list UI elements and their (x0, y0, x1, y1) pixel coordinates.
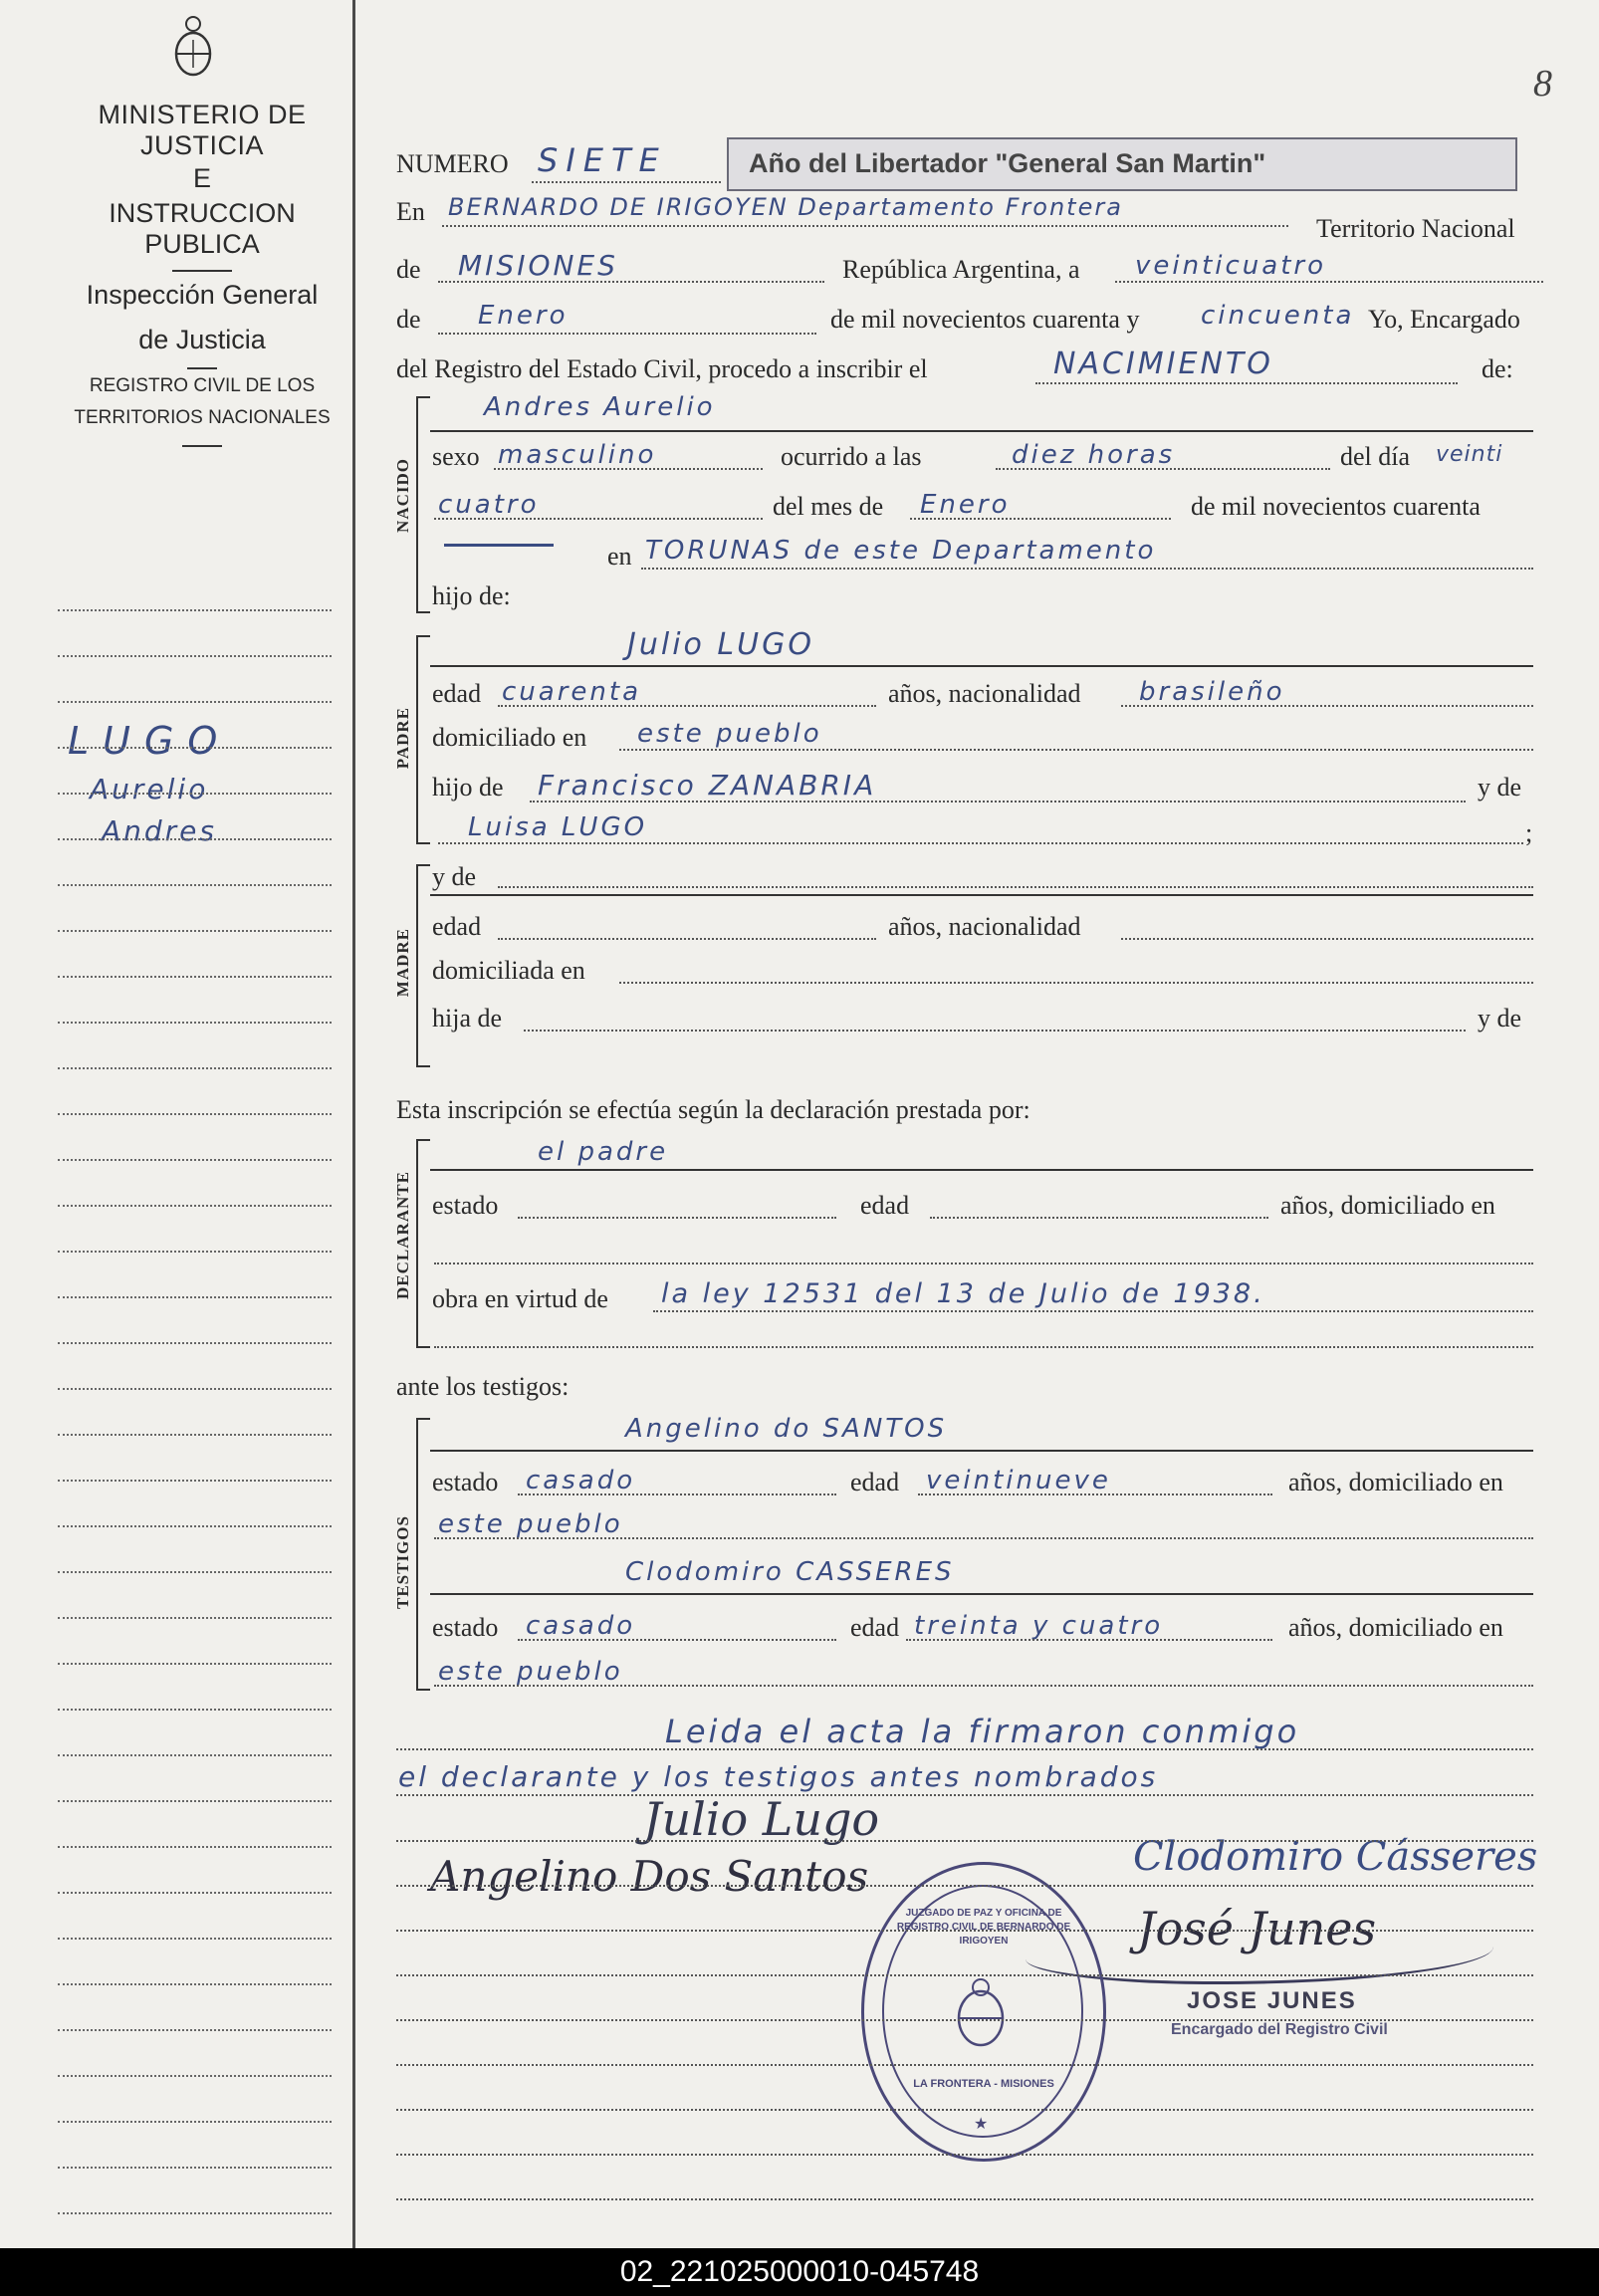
closing-line-2: el declarante y los testigos antes nombrados (398, 1760, 1159, 1793)
padre-domicilio-dots (619, 749, 1533, 751)
padre-label: PADRE (393, 707, 412, 770)
padre-nacionalidad-dots (1121, 705, 1533, 707)
padre-domicilio-value: este pueblo (637, 719, 822, 749)
margin-ruled-line (58, 1571, 332, 1573)
margin-ruled-line (58, 884, 332, 886)
closing-dots-2 (396, 1794, 1533, 1796)
padre-y-de-label: y de (1478, 773, 1522, 802)
testigo1-domicilio-dots (434, 1537, 1533, 1539)
nacido-mes-value: Enero (920, 490, 1011, 520)
ministry-conjunction: E (192, 163, 211, 193)
header-divider-3 (182, 445, 222, 447)
nacido-mes-dots (910, 518, 1171, 520)
testigo2-edad-dots (906, 1639, 1272, 1641)
de-label: de (396, 255, 421, 284)
anio-text: de mil novecientos cuarenta y (830, 305, 1140, 334)
obra-dots (653, 1310, 1533, 1312)
ruled-line (396, 2154, 1533, 2156)
registry-name: REGISTRO CIVIL DE LOS (89, 375, 316, 396)
en-dots (442, 225, 1288, 227)
margin-note-surname: LUGO (68, 719, 232, 763)
ruled-line (396, 1840, 1533, 1842)
padre-anios-label: años, nacionalidad (888, 679, 1081, 708)
margin-ruled-line (58, 1525, 332, 1527)
margin-ruled-line (58, 1846, 332, 1848)
declarante-end-dots (434, 1346, 1533, 1348)
padre-domicilio-label: domiciliado en (432, 723, 587, 752)
abuelo-dots (530, 801, 1466, 803)
territorio-label: Territorio Nacional (1316, 214, 1515, 243)
en-label: En (396, 197, 425, 226)
nacido-blank-dash (444, 544, 554, 547)
testigo2-edad-label: edad (850, 1613, 900, 1642)
testigo1-domicilio: este pueblo (438, 1509, 623, 1539)
testigo2-estado-dots (518, 1639, 836, 1641)
hijo-label: hijo de: (432, 581, 511, 610)
closing-line-1: Leida el acta la firmaron conmigo (665, 1713, 1300, 1750)
sexo-label: sexo (432, 442, 480, 471)
testigo1-estado-label: estado (432, 1468, 499, 1496)
testigo2-domicilio-dots (434, 1685, 1533, 1687)
margin-ruled-line (58, 1663, 332, 1665)
madre-hija-dots (524, 1030, 1466, 1032)
de3-label: de: (1482, 354, 1513, 383)
ruled-line (396, 1974, 1533, 1976)
testigo1-edad-dots (918, 1493, 1272, 1495)
ocurrido-label: ocurrido a las (781, 442, 922, 471)
dia-b-dots (434, 518, 763, 520)
dia-value: veinticuatro (1135, 251, 1326, 281)
declarante-name: el padre (538, 1137, 669, 1167)
margin-ruled-line (58, 1709, 332, 1711)
anio-value: cincuenta (1201, 301, 1355, 331)
declarante-edad-label: edad (860, 1191, 910, 1220)
margin-ruled-line (58, 2075, 332, 2077)
margin-ruled-line (58, 2167, 332, 2169)
testigo1-estado-value: casado (526, 1466, 636, 1495)
official-name-stamp: JOSE JUNES (1187, 1987, 1357, 2014)
dia-dots (1115, 281, 1543, 283)
nacido-label: NACIDO (393, 458, 412, 533)
testigo2-edad-value: treinta y cuatro (914, 1611, 1164, 1641)
tipo-value: NACIMIENTO (1053, 346, 1273, 381)
header-divider-2 (187, 367, 217, 369)
declarante-edad-dots (930, 1217, 1268, 1219)
registro-text: del Registro del Estado Civil, procedo a inscribir el (396, 354, 928, 383)
sexo-dots (494, 468, 763, 470)
obra-label: obra en virtud de (432, 1284, 608, 1313)
margin-ruled-line (58, 1480, 332, 1482)
testigo1-rule (430, 1450, 1533, 1452)
margin-ruled-line (58, 793, 332, 795)
lugar-dots (641, 568, 1533, 570)
de-value: MISIONES (458, 249, 618, 282)
declarante-bracket (416, 1139, 430, 1348)
margin-ruled-line (58, 609, 332, 611)
testigos-intro: ante los testigos: (396, 1372, 570, 1401)
year-stamp-text: Año del Libertador "General San Martin" (749, 148, 1266, 178)
de2-label: de (396, 305, 421, 334)
testigo1-name: Angelino do SANTOS (625, 1414, 948, 1444)
margin-ruled-line (58, 976, 332, 978)
mes-value: Enero (478, 301, 569, 331)
margin-ruled-line (58, 655, 332, 657)
coat-of-arms-icon (171, 14, 215, 78)
seal-bottom-text: LA FRONTERA - MISIONES (913, 2078, 1054, 2090)
padre-nacionalidad-value: brasileño (1139, 677, 1285, 707)
margin-ruled-line (58, 1113, 332, 1115)
ruled-line (396, 2064, 1533, 2066)
declarante-rule (430, 1169, 1533, 1171)
margin-ruled-line (58, 838, 332, 840)
ministry-name: MINISTERIO DE JUSTICIA (98, 100, 307, 160)
seal-emblem-icon (949, 1976, 1013, 2050)
numero-value: SIETE (538, 141, 667, 179)
testigo2-estado-value: casado (526, 1611, 636, 1641)
margin-note-second-name: Aurelio (90, 773, 209, 805)
margin-ruled-line (58, 930, 332, 932)
yo-text: Yo, Encargado (1368, 305, 1520, 334)
testigo1-anios-label: años, domiciliado en (1288, 1468, 1503, 1496)
image-id: 02_221025000010-045748 (619, 2255, 980, 2288)
margin-ruled-line (58, 1022, 332, 1024)
margin-ruled-line (58, 1388, 332, 1390)
testigo2-name: Clodomiro CASSERES (625, 1557, 955, 1587)
ruled-line (396, 2109, 1533, 2111)
numero-dots (532, 181, 721, 183)
margin-ruled-line (58, 1892, 332, 1894)
margin-ruled-line (58, 701, 332, 703)
testigo2-rule (430, 1593, 1533, 1595)
year-stamp (727, 137, 1517, 191)
ruled-line (396, 2019, 1533, 2021)
padre-edad-label: edad (432, 679, 482, 708)
testigo1-edad-value: veintinueve (926, 1466, 1111, 1495)
en-value: BERNARDO DE IRIGOYEN Departamento Frontera (448, 193, 1123, 221)
madre-label: MADRE (393, 928, 412, 998)
abuela-semicolon: ; (1525, 818, 1533, 847)
margin-ruled-line (58, 1434, 332, 1436)
del-dia-label: del día (1340, 442, 1411, 471)
madre-domicilio-dots (619, 982, 1533, 984)
margin-ruled-line (58, 2212, 332, 2214)
mes-dots (438, 333, 816, 335)
madre-rule (430, 894, 1533, 896)
madre-y-de-end: y de (1478, 1004, 1522, 1033)
seal-top-text: JUZGADO DE PAZ Y OFICINA DE REGISTRO CIVIL DE BERNARDO DE IRIGOYEN (896, 1908, 1071, 1947)
corner-number: 8 (1533, 63, 1552, 105)
margin-ruled-line (58, 1342, 332, 1344)
declarante-domicilio-dots (434, 1263, 1533, 1264)
margin-note-first-name: Andres (102, 814, 217, 847)
margin-ruled-line (58, 1983, 332, 1985)
madre-y-de-label: y de (432, 862, 477, 891)
margin-ruled-line (58, 2121, 332, 2123)
padre-rule (430, 665, 1533, 667)
testigo2-anios-label: años, domiciliado en (1288, 1613, 1503, 1642)
margin-ruled-line (58, 1617, 332, 1619)
padre-hijo-label: hijo de (432, 773, 504, 802)
de-dots (438, 281, 824, 283)
margin-ruled-line (58, 1754, 332, 1756)
abuelo-value: Francisco ZANABRIA (538, 769, 877, 802)
margin-ruled-line (58, 1067, 332, 1069)
lugar-value: TORUNAS de este Departamento (645, 536, 1157, 566)
closing-dots-1 (396, 1748, 1533, 1750)
hora-dots (996, 468, 1330, 470)
signature-testigo2: Clodomiro Cásseres (1133, 1834, 1538, 1880)
declarante-intro: Esta inscripción se efectúa según la declaración prestada por: (396, 1095, 1030, 1124)
ruled-line (396, 2198, 1533, 2200)
hora-value: diez horas (1012, 440, 1176, 470)
madre-domicilio-label: domiciliada en (432, 956, 585, 985)
margin-ruled-line (58, 1159, 332, 1161)
inspection-title: Inspección General (86, 280, 319, 310)
dia-value-b: cuatro (438, 490, 540, 520)
registry-seal (861, 1862, 1106, 2162)
declarante-anios-label: años, domiciliado en (1280, 1191, 1495, 1220)
margin-ruled-line (58, 1296, 332, 1298)
signature-padre: Julio Lugo (643, 1792, 880, 1846)
madre-edad-label: edad (432, 912, 482, 941)
margin-ruled-line (58, 1205, 332, 1207)
nacido-anio-label: de mil novecientos cuarenta (1191, 492, 1481, 521)
nacido-name: Andres Aurelio (484, 392, 716, 422)
image-id-bar (0, 2248, 1599, 2296)
dia-value-a: veinti (1436, 442, 1503, 467)
obra-value: la ley 12531 del 13 de Julio de 1938. (661, 1278, 1265, 1309)
nacido-en-label: en (607, 542, 632, 571)
madre-anios-label: años, nacionalidad (888, 912, 1081, 941)
testigos-bracket (416, 1418, 430, 1691)
nacido-bracket (416, 396, 430, 613)
numero-label: NUMERO (396, 149, 509, 178)
abuela-value: Luisa LUGO (468, 812, 648, 842)
testigo1-estado-dots (518, 1493, 836, 1495)
testigos-label: TESTIGOS (393, 1515, 412, 1609)
ministry-subtitle: INSTRUCCION PUBLICA (109, 198, 296, 259)
madre-bracket (416, 864, 430, 1067)
declarante-estado-dots (518, 1217, 836, 1219)
inspection-subtitle: de Justicia (138, 325, 266, 354)
declarante-estado-label: estado (432, 1191, 499, 1220)
abuela-dots (438, 842, 1523, 844)
margin-ruled-line (58, 1800, 332, 1802)
sexo-value: masculino (498, 440, 657, 470)
margin-ruled-line (58, 747, 332, 749)
official-title-stamp: Encargado del Registro Civil (1171, 2021, 1388, 2038)
margin-ruled-line (58, 1251, 332, 1253)
declarante-label: DECLARANTE (393, 1171, 412, 1300)
ministry-header (58, 100, 346, 447)
testigo1-edad-label: edad (850, 1468, 900, 1496)
signature-testigo1: Angelino Dos Santos (430, 1852, 869, 1901)
madre-edad-dots (498, 938, 876, 940)
padre-bracket (416, 635, 430, 844)
registry-subtitle: TERRITORIOS NACIONALES (74, 407, 331, 428)
mes-label: del mes de (773, 492, 884, 521)
republica-label: República Argentina, a (842, 255, 1080, 284)
madre-nacionalidad-dots (1121, 938, 1533, 940)
madre-nombre-dots (498, 886, 1533, 888)
ruled-line (396, 1930, 1533, 1932)
seal-star-icon: ★ (974, 2116, 989, 2133)
margin-ruled-line (58, 2029, 332, 2031)
column-divider (352, 0, 355, 2248)
ruled-line (396, 1885, 1533, 1887)
tipo-dots (1035, 382, 1458, 384)
signature-encargado: José Junes (1137, 1902, 1377, 1955)
testigo2-estado-label: estado (432, 1613, 499, 1642)
testigo2-domicilio: este pueblo (438, 1657, 623, 1687)
margin-ruled-line (58, 1938, 332, 1940)
nacido-rule (430, 430, 1533, 432)
padre-edad-dots (498, 705, 876, 707)
padre-edad-value: cuarenta (502, 677, 641, 707)
padre-name: Julio LUGO (627, 627, 814, 662)
header-divider (172, 270, 232, 272)
madre-hija-label: hija de (432, 1004, 503, 1033)
